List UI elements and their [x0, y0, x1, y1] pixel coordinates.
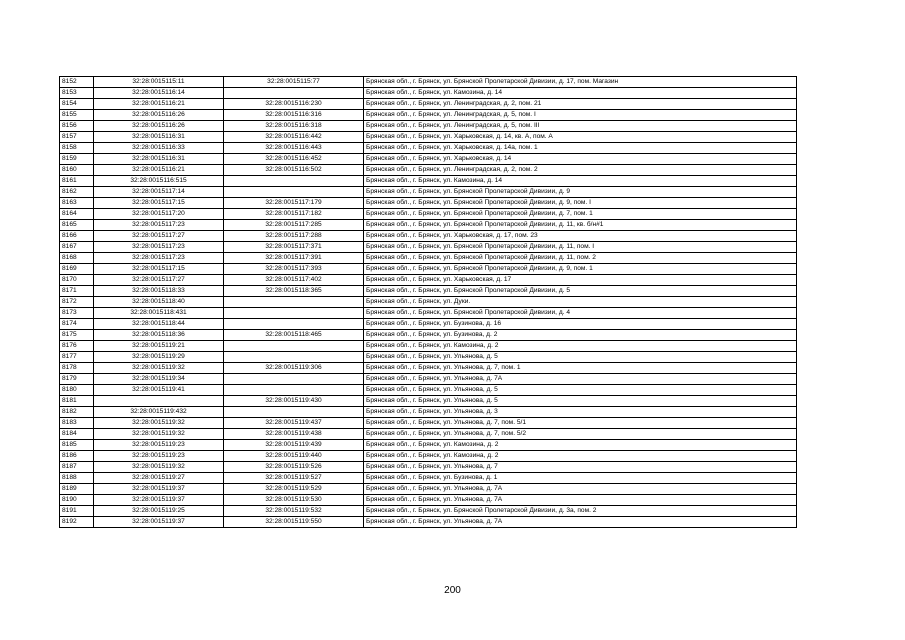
address-cell: Брянская обл., г. Брянск, ул. Камозина, д. 2	[364, 341, 797, 352]
table-row	[60, 275, 797, 286]
address-cell: Брянская обл., г. Брянск, ул. Ульянова, д. 7, пом. 1	[364, 363, 797, 374]
land-cadastral-number-cell: 32:28:0015119:23	[94, 451, 224, 462]
object-cadastral-number-cell: 32:28:0015116:443	[224, 143, 364, 154]
object-cadastral-number-cell: 32:28:0015119:437	[224, 418, 364, 429]
land-cadastral-number-cell: 32:28:0015119:32	[94, 418, 224, 429]
table-row	[60, 407, 797, 418]
address-cell: Брянская обл., г. Брянск, ул. Брянской Пролетарской Дивизии, д. 9, пом. I	[364, 198, 797, 209]
address-cell: Брянская обл., г. Брянск, ул. Ульянова, д. 5	[364, 385, 797, 396]
record-number-cell: 8175	[60, 330, 94, 341]
object-cadastral-number-cell	[224, 341, 364, 352]
record-number-cell: 8187	[60, 462, 94, 473]
object-cadastral-number-cell: 32:28:0015116:316	[224, 110, 364, 121]
object-cadastral-number-cell	[224, 88, 364, 99]
record-number-cell: 8182	[60, 407, 94, 418]
address-cell: Брянская обл., г. Брянск, ул. Ульянова, д. 7А	[364, 484, 797, 495]
land-cadastral-number-cell: 32:28:0015116:515	[94, 176, 224, 187]
address-cell: Брянская обл., г. Брянск, ул. Ленинградская, д. 2, пом. 21	[364, 99, 797, 110]
record-number-cell: 8180	[60, 385, 94, 396]
record-number-cell: 8164	[60, 209, 94, 220]
land-cadastral-number-cell: 32:28:0015118:431	[94, 308, 224, 319]
record-number-cell: 8169	[60, 264, 94, 275]
record-number-cell: 8186	[60, 451, 94, 462]
address-cell: Брянская обл., г. Брянск, ул. Ленинградская, д. 2, пом. 2	[364, 165, 797, 176]
record-number-cell: 8163	[60, 198, 94, 209]
land-cadastral-number-cell: 32:28:0015119:29	[94, 352, 224, 363]
record-number-cell: 8157	[60, 132, 94, 143]
table-row	[60, 308, 797, 319]
records-table-body	[60, 77, 797, 528]
record-number-cell: 8185	[60, 440, 94, 451]
object-cadastral-number-cell: 32:28:0015119:306	[224, 363, 364, 374]
record-number-cell: 8162	[60, 187, 94, 198]
object-cadastral-number-cell: 32:28:0015118:465	[224, 330, 364, 341]
record-number-cell: 8172	[60, 297, 94, 308]
address-cell: Брянская обл., г. Брянск, ул. Ульянова, д. 7, пом. 5/2	[364, 429, 797, 440]
address-cell: Брянская обл., г. Брянск, ул. Бузинова, д. 1	[364, 473, 797, 484]
table-row	[60, 165, 797, 176]
record-number-cell: 8184	[60, 429, 94, 440]
land-cadastral-number-cell: 32:28:0015117:23	[94, 242, 224, 253]
land-cadastral-number-cell: 32:28:0015119:32	[94, 462, 224, 473]
object-cadastral-number-cell: 32:28:0015119:550	[224, 517, 364, 528]
object-cadastral-number-cell: 32:28:0015119:530	[224, 495, 364, 506]
table-row	[60, 88, 797, 99]
object-cadastral-number-cell: 32:28:0015119:532	[224, 506, 364, 517]
table-row	[60, 396, 797, 407]
table-row	[60, 242, 797, 253]
record-number-cell: 8171	[60, 286, 94, 297]
table-row	[60, 231, 797, 242]
object-cadastral-number-cell: 32:28:0015117:393	[224, 264, 364, 275]
table-row	[60, 187, 797, 198]
address-cell: Брянская обл., г. Брянск, ул. Ульянова, д. 7, пом. 5/1	[364, 418, 797, 429]
land-cadastral-number-cell: 32:28:0015119:23	[94, 440, 224, 451]
record-number-cell: 8178	[60, 363, 94, 374]
object-cadastral-number-cell: 32:28:0015116:452	[224, 154, 364, 165]
address-cell: Брянская обл., г. Брянск, ул. Харьковская, д. 17	[364, 275, 797, 286]
object-cadastral-number-cell: 32:28:0015115:77	[224, 77, 364, 88]
land-cadastral-number-cell: 32:28:0015118:40	[94, 297, 224, 308]
address-cell: Брянская обл., г. Брянск, ул. Харьковская, д. 14а, пом. 1	[364, 143, 797, 154]
address-cell: Брянская обл., г. Брянск, ул. Ульянова, д. 3	[364, 407, 797, 418]
land-cadastral-number-cell: 32:28:0015117:23	[94, 253, 224, 264]
address-cell: Брянская обл., г. Брянск, ул. Ульянова, д. 7А	[364, 517, 797, 528]
record-number-cell: 8159	[60, 154, 94, 165]
record-number-cell: 8174	[60, 319, 94, 330]
address-cell: Брянская обл., г. Брянск, ул. Харьковская, д. 14	[364, 154, 797, 165]
land-cadastral-number-cell: 32:28:0015117:15	[94, 264, 224, 275]
land-cadastral-number-cell: 32:28:0015119:32	[94, 429, 224, 440]
table-row	[60, 77, 797, 88]
table-row	[60, 352, 797, 363]
table-row	[60, 121, 797, 132]
object-cadastral-number-cell	[224, 308, 364, 319]
record-number-cell: 8158	[60, 143, 94, 154]
object-cadastral-number-cell: 32:28:0015116:442	[224, 132, 364, 143]
table-row	[60, 154, 797, 165]
record-number-cell: 8168	[60, 253, 94, 264]
table-row	[60, 220, 797, 231]
object-cadastral-number-cell	[224, 352, 364, 363]
address-cell: Брянская обл., г. Брянск, ул. Ленинградская, д. 5, пом. III	[364, 121, 797, 132]
table-row	[60, 462, 797, 473]
address-cell: Брянская обл., г. Брянск, ул. Камозина, д. 2	[364, 451, 797, 462]
table-row	[60, 297, 797, 308]
record-number-cell: 8179	[60, 374, 94, 385]
record-number-cell: 8183	[60, 418, 94, 429]
table-row	[60, 495, 797, 506]
table-row	[60, 319, 797, 330]
table-row	[60, 451, 797, 462]
table-row	[60, 176, 797, 187]
land-cadastral-number-cell: 32:28:0015119:37	[94, 495, 224, 506]
land-cadastral-number-cell: 32:28:0015116:26	[94, 110, 224, 121]
object-cadastral-number-cell: 32:28:0015116:502	[224, 165, 364, 176]
page-number: 200	[444, 585, 461, 596]
table-row	[60, 429, 797, 440]
record-number-cell: 8173	[60, 308, 94, 319]
table-row	[60, 374, 797, 385]
address-cell: Брянская обл., г. Брянск, ул. Брянской Пролетарской Дивизии, д. 7, пом. 1	[364, 209, 797, 220]
object-cadastral-number-cell: 32:28:0015119:527	[224, 473, 364, 484]
land-cadastral-number-cell: 32:28:0015119:34	[94, 374, 224, 385]
object-cadastral-number-cell: 32:28:0015118:365	[224, 286, 364, 297]
address-cell: Брянская обл., г. Брянск, ул. Камозина, д. 14	[364, 176, 797, 187]
land-cadastral-number-cell: 32:28:0015119:25	[94, 506, 224, 517]
record-number-cell: 8161	[60, 176, 94, 187]
land-cadastral-number-cell: 32:28:0015116:21	[94, 99, 224, 110]
object-cadastral-number-cell	[224, 297, 364, 308]
land-cadastral-number-cell: 32:28:0015116:31	[94, 154, 224, 165]
address-cell: Брянская обл., г. Брянск, ул. Брянской Пролетарской Дивизии, д. 17, пом. Магазин	[364, 77, 797, 88]
object-cadastral-number-cell: 32:28:0015119:438	[224, 429, 364, 440]
land-cadastral-number-cell: 32:28:0015116:31	[94, 132, 224, 143]
table-row	[60, 132, 797, 143]
land-cadastral-number-cell: 32:28:0015117:15	[94, 198, 224, 209]
land-cadastral-number-cell: 32:28:0015118:33	[94, 286, 224, 297]
address-cell: Брянская обл., г. Брянск, ул. Брянской Пролетарской Дивизии, д. 9	[364, 187, 797, 198]
table-row	[60, 517, 797, 528]
land-cadastral-number-cell: 32:28:0015117:27	[94, 231, 224, 242]
address-cell: Брянская обл., г. Брянск, ул. Ульянова, д. 5	[364, 396, 797, 407]
record-number-cell: 8153	[60, 88, 94, 99]
record-number-cell: 8155	[60, 110, 94, 121]
object-cadastral-number-cell: 32:28:0015116:318	[224, 121, 364, 132]
address-cell: Брянская обл., г. Брянск, ул. Дуки.	[364, 297, 797, 308]
object-cadastral-number-cell	[224, 374, 364, 385]
address-cell: Брянская обл., г. Брянск, ул. Харьковская, д. 17, пом. 23	[364, 231, 797, 242]
address-cell: Брянская обл., г. Брянск, ул. Брянской Пролетарской Дивизии, д. 4	[364, 308, 797, 319]
land-cadastral-number-cell: 32:28:0015119:21	[94, 341, 224, 352]
table-row	[60, 440, 797, 451]
record-number-cell: 8165	[60, 220, 94, 231]
land-cadastral-number-cell: 32:28:0015118:44	[94, 319, 224, 330]
object-cadastral-number-cell: 32:28:0015119:430	[224, 396, 364, 407]
address-cell: Брянская обл., г. Брянск, ул. Брянской Пролетарской Дивизии, д. 3а, пом. 2	[364, 506, 797, 517]
address-cell: Брянская обл., г. Брянск, ул. Брянской Пролетарской Дивизии, д. 5	[364, 286, 797, 297]
object-cadastral-number-cell: 32:28:0015119:439	[224, 440, 364, 451]
object-cadastral-number-cell: 32:28:0015117:182	[224, 209, 364, 220]
object-cadastral-number-cell: 32:28:0015117:285	[224, 220, 364, 231]
object-cadastral-number-cell: 32:28:0015117:179	[224, 198, 364, 209]
address-cell: Брянская обл., г. Брянск, ул. Ульянова, д. 5	[364, 352, 797, 363]
land-cadastral-number-cell: 32:28:0015118:36	[94, 330, 224, 341]
table-row	[60, 198, 797, 209]
object-cadastral-number-cell: 32:28:0015117:371	[224, 242, 364, 253]
object-cadastral-number-cell	[224, 407, 364, 418]
record-number-cell: 8170	[60, 275, 94, 286]
record-number-cell: 8166	[60, 231, 94, 242]
record-number-cell: 8176	[60, 341, 94, 352]
object-cadastral-number-cell	[224, 319, 364, 330]
address-cell: Брянская обл., г. Брянск, ул. Брянской Пролетарской Дивизии, д. 11, кв. б/н#1	[364, 220, 797, 231]
record-number-cell: 8181	[60, 396, 94, 407]
object-cadastral-number-cell	[224, 187, 364, 198]
address-cell: Брянская обл., г. Брянск, ул. Ульянова, д. 7	[364, 462, 797, 473]
land-cadastral-number-cell: 32:28:0015119:27	[94, 473, 224, 484]
table-row	[60, 99, 797, 110]
record-number-cell: 8167	[60, 242, 94, 253]
land-cadastral-number-cell: 32:28:0015117:23	[94, 220, 224, 231]
record-number-cell: 8190	[60, 495, 94, 506]
address-cell: Брянская обл., г. Брянск, ул. Бузинова, д. 16	[364, 319, 797, 330]
address-cell: Брянская обл., г. Брянск, ул. Камозина, д. 14	[364, 88, 797, 99]
record-number-cell: 8160	[60, 165, 94, 176]
record-number-cell: 8154	[60, 99, 94, 110]
table-row	[60, 286, 797, 297]
object-cadastral-number-cell: 32:28:0015119:440	[224, 451, 364, 462]
land-cadastral-number-cell: 32:28:0015116:21	[94, 165, 224, 176]
address-cell: Брянская обл., г. Брянск, ул. Ленинградская, д. 5, пом. I	[364, 110, 797, 121]
table-row	[60, 253, 797, 264]
table-row	[60, 484, 797, 495]
land-cadastral-number-cell: 32:28:0015119:432	[94, 407, 224, 418]
object-cadastral-number-cell: 32:28:0015117:391	[224, 253, 364, 264]
object-cadastral-number-cell: 32:28:0015117:402	[224, 275, 364, 286]
record-number-cell: 8188	[60, 473, 94, 484]
record-number-cell: 8191	[60, 506, 94, 517]
record-number-cell: 8156	[60, 121, 94, 132]
object-cadastral-number-cell	[224, 176, 364, 187]
address-cell: Брянская обл., г. Брянск, ул. Харьковская, д. 14, кв. А, пом. А	[364, 132, 797, 143]
address-cell: Брянская обл., г. Брянск, ул. Брянской Пролетарской Дивизии, д. 11, пом. I	[364, 242, 797, 253]
land-cadastral-number-cell: 32:28:0015117:14	[94, 187, 224, 198]
land-cadastral-number-cell: 32:28:0015119:37	[94, 517, 224, 528]
table-row	[60, 110, 797, 121]
record-number-cell: 8192	[60, 517, 94, 528]
land-cadastral-number-cell: 32:28:0015117:20	[94, 209, 224, 220]
land-cadastral-number-cell: 32:28:0015119:37	[94, 484, 224, 495]
table-row	[60, 506, 797, 517]
address-cell: Брянская обл., г. Брянск, ул. Ульянова, д. 7А	[364, 495, 797, 506]
object-cadastral-number-cell: 32:28:0015119:529	[224, 484, 364, 495]
land-cadastral-number-cell: 32:28:0015116:26	[94, 121, 224, 132]
address-cell: Брянская обл., г. Брянск, ул. Брянской Пролетарской Дивизии, д. 9, пом. 1	[364, 264, 797, 275]
address-cell: Брянская обл., г. Брянск, ул. Ульянова, д. 7А	[364, 374, 797, 385]
land-cadastral-number-cell	[94, 396, 224, 407]
land-cadastral-number-cell: 32:28:0015116:33	[94, 143, 224, 154]
table-row	[60, 264, 797, 275]
table-row	[60, 418, 797, 429]
table-row	[60, 385, 797, 396]
table-row	[60, 209, 797, 220]
object-cadastral-number-cell	[224, 385, 364, 396]
land-cadastral-number-cell: 32:28:0015119:41	[94, 385, 224, 396]
table-row	[60, 363, 797, 374]
record-number-cell: 8177	[60, 352, 94, 363]
table-row	[60, 330, 797, 341]
address-cell: Брянская обл., г. Брянск, ул. Камозина, д. 2	[364, 440, 797, 451]
land-cadastral-number-cell: 32:28:0015119:32	[94, 363, 224, 374]
records-table	[59, 76, 797, 528]
record-number-cell: 8189	[60, 484, 94, 495]
table-row	[60, 143, 797, 154]
object-cadastral-number-cell: 32:28:0015116:230	[224, 99, 364, 110]
object-cadastral-number-cell: 32:28:0015119:526	[224, 462, 364, 473]
address-cell: Брянская обл., г. Брянск, ул. Брянской Пролетарской Дивизии, д. 11, пом. 2	[364, 253, 797, 264]
object-cadastral-number-cell: 32:28:0015117:288	[224, 231, 364, 242]
land-cadastral-number-cell: 32:28:0015116:14	[94, 88, 224, 99]
land-cadastral-number-cell: 32:28:0015115:11	[94, 77, 224, 88]
address-cell: Брянская обл., г. Брянск, ул. Бузинова, д. 2	[364, 330, 797, 341]
table-row	[60, 473, 797, 484]
land-cadastral-number-cell: 32:28:0015117:27	[94, 275, 224, 286]
record-number-cell: 8152	[60, 77, 94, 88]
table-row	[60, 341, 797, 352]
